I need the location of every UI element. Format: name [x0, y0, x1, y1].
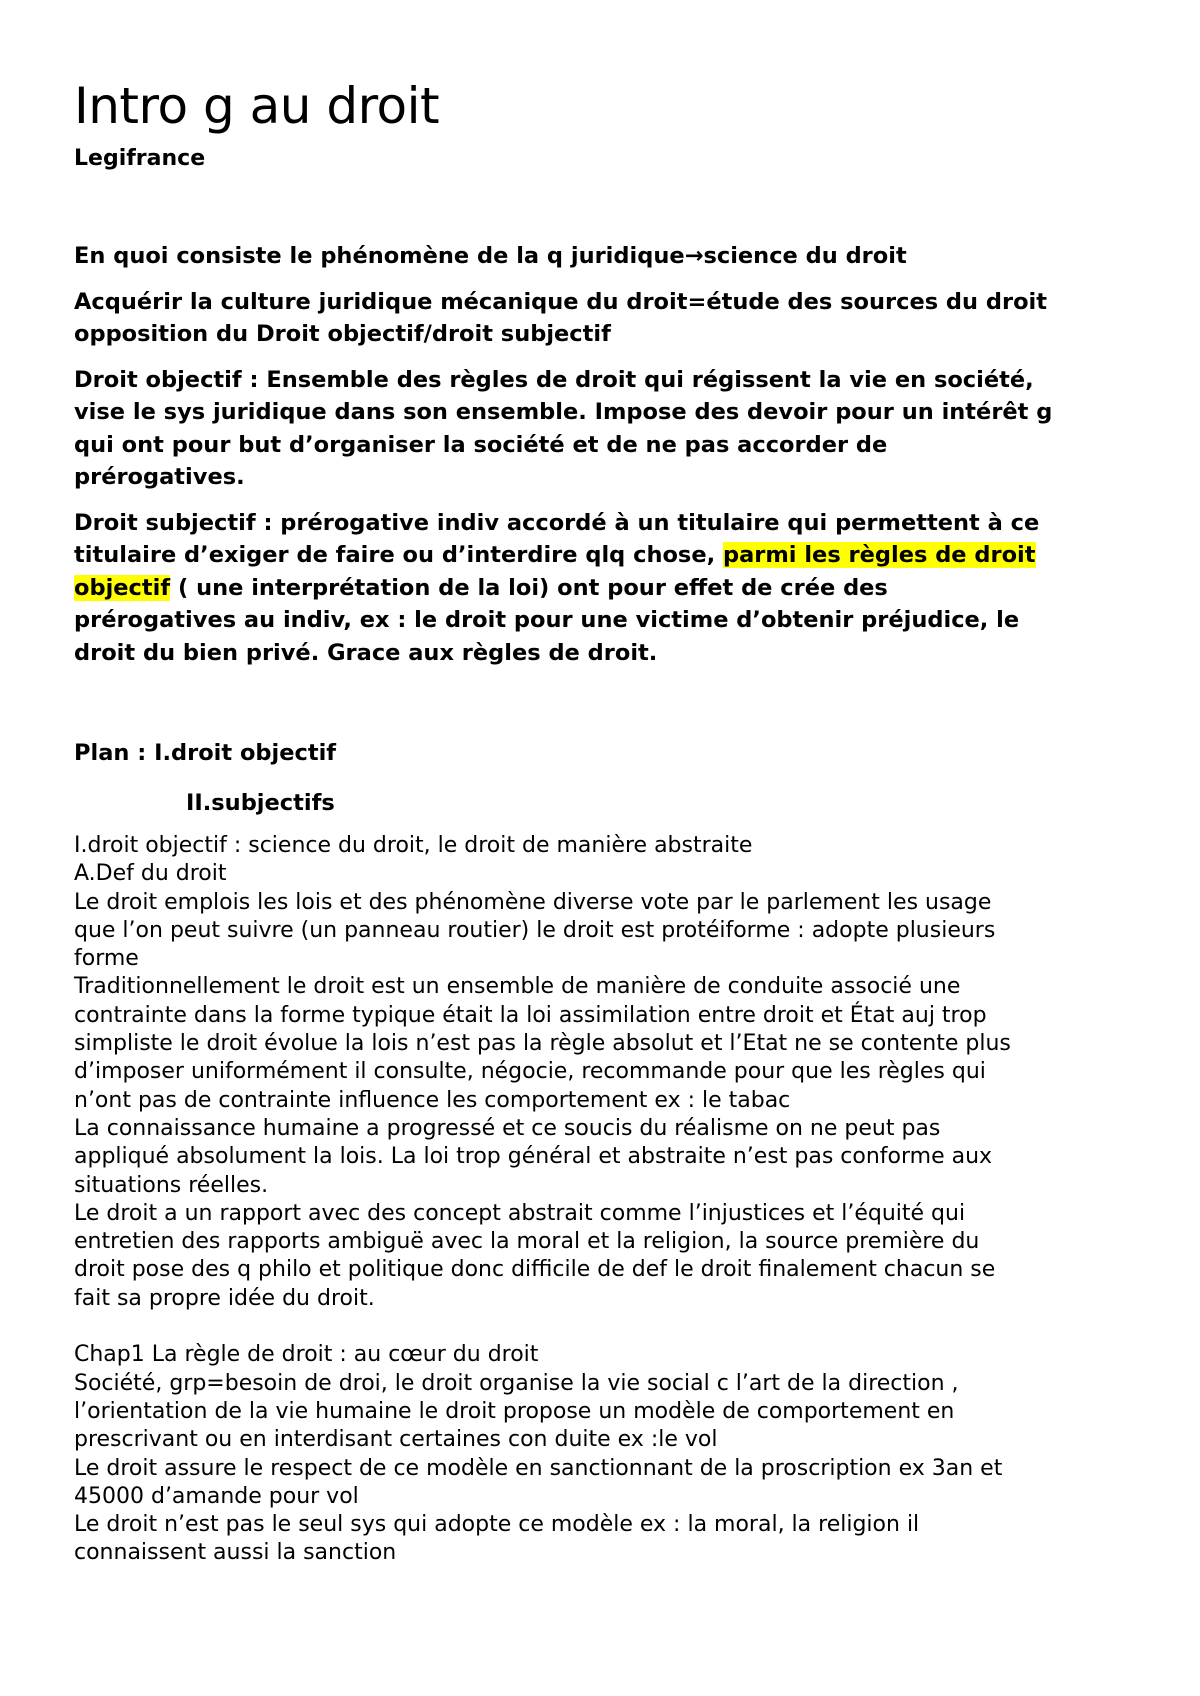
document-title: Intro g au droit	[74, 77, 440, 135]
text-line: I.droit objectif : science du droit, le droit de manière abstraite	[74, 833, 753, 858]
text-line: situations réelles.	[74, 1172, 269, 1198]
text-line: Le droit assure le respect de ce modèle en sanctionnant de la proscription ex 3an et	[74, 1455, 1003, 1481]
plan-line-1: Plan : I.droit objectif	[74, 740, 337, 766]
culture-paragraph	[74, 286, 1136, 351]
text-line: Droit objectif : Ensemble des règles de droit qui régissent la vie en société,	[74, 366, 1034, 393]
text-line: forme	[74, 946, 139, 972]
document-subtitle: Legifrance	[74, 146, 206, 171]
text-line: Le droit n’est pas le seul sys qui adopte ce modèle ex : la moral, la religion il	[74, 1512, 920, 1538]
text-line: qui ont pour but d’organiser la société et de ne pas accorder de	[74, 431, 888, 458]
text-line: entretien des rapports ambiguë avec la moral et la religion, la source première du	[74, 1229, 980, 1255]
droit-objectif-paragraph	[74, 364, 1136, 494]
highlighted-text: objectif	[74, 574, 171, 601]
text-line: d’imposer uniformément il consulte, négocie, recommande pour que les règles qui	[74, 1059, 986, 1085]
text-line: La connaissance humaine a progressé et ce soucis du réalisme on ne peut pas	[74, 1115, 941, 1141]
text-line: vise le sys juridique dans son ensemble. Impose des devoir pour un intérêt g	[74, 399, 1053, 425]
question-text: En quoi consiste le phénomène de la q juridique	[74, 243, 685, 269]
text-line: n’ont pas de contrainte influence les comportement ex : le tabac	[74, 1087, 791, 1113]
text-line: prescrivant ou en interdisant certaines con duite ex :le vol	[74, 1427, 718, 1453]
text-line: Acquérir la culture juridique mécanique du droit=étude des sources du droit	[74, 288, 1048, 315]
text-line: droit du bien privé. Grace aux règles de droit.	[74, 639, 658, 666]
text-line: Droit subjectif : prérogative indiv accordé à un titulaire qui permettent à ce	[74, 509, 1040, 536]
text-line: connaissent aussi la sanction	[74, 1540, 397, 1566]
text-line: Société, grp=besoin de droi, le droit organise la vie social c l’art de la direction ,	[74, 1370, 959, 1396]
text-line	[74, 572, 1136, 605]
text-line: droit pose des q philo et politique donc difficile de def le droit finalement chacun se	[74, 1257, 996, 1283]
text-line: Traditionnellement le droit est un ensemble de manière de conduite associé une	[74, 974, 961, 1000]
question-paragraph	[74, 240, 1136, 273]
text-line: Le droit a un rapport avec des concept abstrait comme l’injustices et l’équité qui	[74, 1200, 966, 1226]
text-line: 45000 d’amande pour vol	[74, 1483, 359, 1509]
text-line: opposition du Droit objectif/droit subjectif	[74, 321, 611, 347]
text-line: fait sa propre idée du droit.	[74, 1285, 375, 1311]
question-answer: science du droit	[703, 243, 907, 269]
text-line: appliqué absolument la lois. La loi trop général et abstraite n’est pas conforme aux	[74, 1144, 993, 1170]
text-line: prérogatives au indiv, ex : le droit pour une victime d’obtenir préjudice, le	[74, 607, 1020, 633]
text-segment: ( une interprétation de la loi) ont pour effet de crée des	[170, 574, 888, 601]
highlighted-text: parmi les règles de droit	[722, 542, 1036, 568]
plan-line-2: II.subjectifs	[186, 789, 335, 816]
text-line	[74, 539, 1136, 572]
text-line: contrainte dans la forme typique était la loi assimilation entre droit et État auj trop	[74, 1002, 987, 1028]
text-line: Le droit emplois les lois et des phénomène diverse vote par le parlement les usage	[74, 889, 992, 915]
text-line: que l’on peut suivre (un panneau routier) le droit est protéiforme : adopte plusieurs	[74, 917, 996, 943]
text-line: simpliste le droit évolue la lois n’est pas la règle absolut et l’Etat ne se contente plus	[74, 1031, 1011, 1057]
droit-subjectif-paragraph	[74, 507, 1136, 670]
text-line: Chap1 La règle de droit : au cœur du droit	[74, 1342, 539, 1368]
body-text	[74, 832, 1136, 1568]
text-line: l’orientation de la vie humaine le droit propose un modèle de comportement en	[74, 1398, 955, 1424]
text-line	[74, 1313, 1136, 1341]
right-arrow-icon: →	[684, 243, 704, 269]
text-line: prérogatives.	[74, 464, 245, 490]
text-segment: titulaire d’exiger de faire ou d’interdire qlq chose,	[74, 542, 723, 568]
text-line: A.Def du droit	[74, 861, 227, 887]
